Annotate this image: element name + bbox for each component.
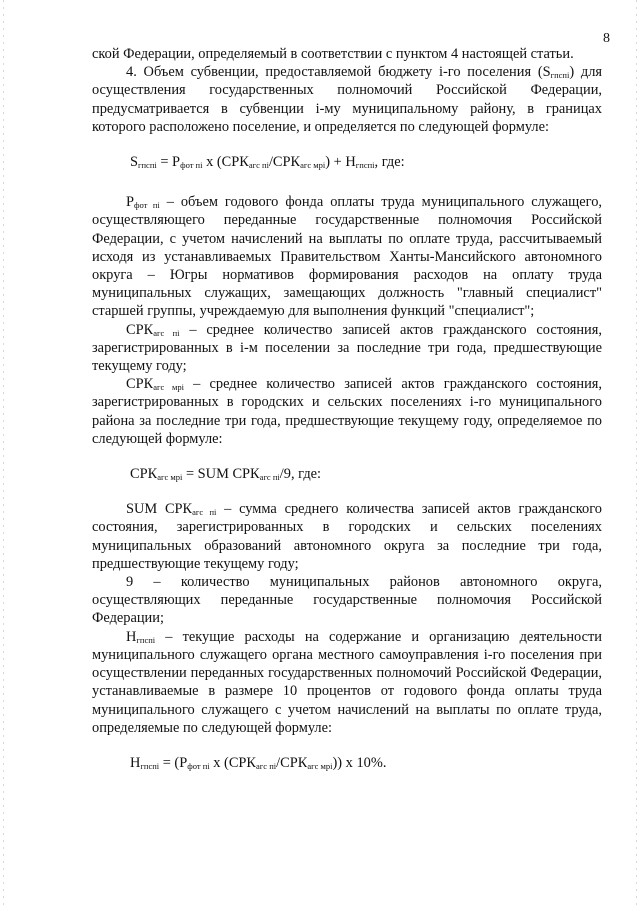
- formula-symbol: СРК: [130, 466, 158, 483]
- formula-text: /9, где:: [279, 466, 322, 483]
- formula-text: /СРК: [276, 754, 308, 771]
- spacer: [92, 483, 602, 500]
- subscript: гпспi: [355, 160, 375, 171]
- formula-text: x (СРК: [209, 754, 257, 771]
- spacer: [92, 448, 602, 465]
- definition-symbol: Н: [126, 628, 137, 645]
- subscript: агс мpi: [300, 160, 326, 171]
- subscript: агс пi: [192, 507, 217, 518]
- definition-sum-srk: [92, 500, 602, 573]
- subscript: агс мpi: [157, 472, 183, 483]
- definition-srk-settlement: [92, 321, 602, 376]
- definition-symbol: СРК: [126, 376, 154, 393]
- subscript: фот пi: [180, 160, 203, 171]
- formula-srk-district: [92, 465, 602, 483]
- subscript: гпспi: [140, 760, 160, 771]
- subscript: агс пi: [248, 160, 269, 171]
- definition-symbol: СРК: [126, 321, 154, 338]
- definition-srk-district: [92, 375, 602, 448]
- spacer: [92, 737, 602, 754]
- formula-text: ) + Н: [325, 154, 356, 171]
- scan-edge-left: [3, 0, 4, 905]
- subscript: агс пi: [153, 327, 180, 338]
- definition-text: – текущие расходы на содержание и организацию деятельности муниципального служащего органа местного самоуправления i-го поселения при осуществлении переданных государственных полномочий Российской Федерации, устанавливаемые в размере 10 процентов от годового фонда оплаты труда муниципального служащего с учетом начислений на выплаты по оплате труда, определяемые по следующей формуле:: [92, 628, 602, 736]
- definition-symbol: SUM СРК: [126, 501, 193, 518]
- definition-payroll-fund: [92, 193, 602, 320]
- subscript: гпспi: [550, 70, 570, 81]
- formula-symbol: S: [130, 154, 139, 171]
- subscript: гпспi: [138, 160, 157, 171]
- document-body: [92, 45, 602, 772]
- definition-text: – объем годового фонда оплаты труда муниципального служащего, осуществляющего переданные государственные полномочия Российской Федерации, с учетом начислений на выплаты по оплате труда, рассчитываемый исходя из устанавливаемых Правительством Ханты-Мансийского автономного округа – Югры нормативов формирования расходов на оплату труда муниципальных служащих, замещающих должность "главный специалист" старшей группы, учреждаемую для выполнения функций "специалист";: [92, 194, 602, 320]
- subscript: агс пi: [256, 760, 277, 771]
- scan-edge-right: [636, 0, 637, 905]
- definition-current-expenses: [92, 628, 602, 737]
- formula-text: /СРК: [268, 154, 301, 171]
- paragraph-subvention-volume: [92, 63, 602, 136]
- page-number: 8: [603, 31, 610, 46]
- definition-text: – сумма среднего количества записей актов гражданского состояния, зарегистрированных в городских и сельских поселениях муниципальных образований автономного округа за последние три года, предшествующие текущему году;: [92, 501, 602, 572]
- formula-text: x (СРК: [202, 154, 249, 171]
- definition-text: – среднее количество записей актов гражданского состояния, зарегистрированных в городских и сельских поселениях i-го муниципального района за последние три года, предшествующие текущему году, определяемое по следующей формуле:: [92, 376, 602, 447]
- paragraph-continuation: ской Федерации, определяемый в соответствии с пунктом 4 настоящей статьи.: [92, 46, 574, 62]
- definition-text: – среднее количество записей актов гражданского состояния, зарегистрированных в i-м поселении за последние три года, предшествующие текущему году;: [92, 321, 602, 375]
- formula-text: , где:: [374, 154, 405, 171]
- spacer: [92, 171, 602, 193]
- spacer: [92, 136, 602, 153]
- subscript: фот пi: [134, 200, 160, 211]
- formula-text: = SUM СРК: [182, 466, 260, 483]
- formula-text: )) x 10%.: [332, 754, 387, 771]
- formula-subvention: [92, 153, 602, 171]
- paragraph-text: ) для осуществления государственных полномочий Российской Федерации, предусматривается в субвенции i-му муниципальному району, в границах которого расположено поселение, и определяется по следующей формуле:: [92, 64, 602, 135]
- definition-nine-districts: 9 – количество муниципальных районов автономного округа, осуществляющих переданные государственные полномочия Российской Федерации;: [92, 574, 602, 627]
- subscript: гпспi: [136, 634, 156, 645]
- paragraph-text: 4. Объем субвенции, предоставляемой бюджету i-го поселения (S: [126, 64, 551, 81]
- subscript: агс мpi: [307, 760, 333, 771]
- subscript: фот пi: [187, 760, 210, 771]
- formula-current-expenses: [92, 754, 602, 772]
- definition-symbol: Р: [126, 194, 135, 211]
- formula-text: = Р: [156, 154, 181, 171]
- subscript: агс пi: [259, 472, 280, 483]
- formula-symbol: Н: [130, 754, 141, 771]
- formula-text: = (Р: [159, 754, 188, 771]
- subscript: агс мpi: [153, 382, 184, 393]
